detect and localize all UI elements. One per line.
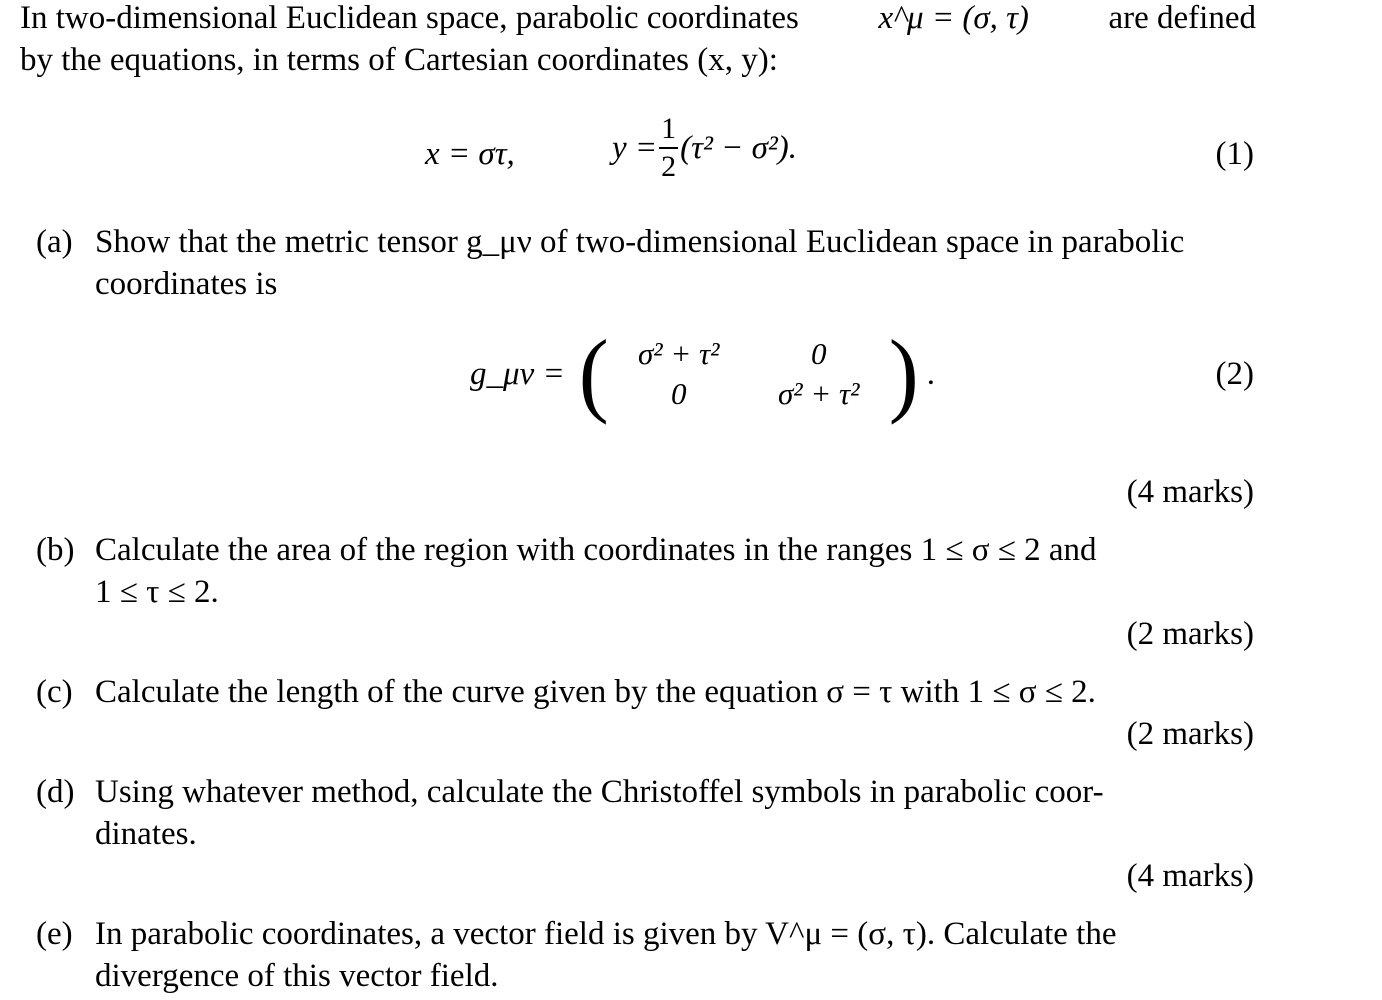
eq1-frac-num: 1: [661, 112, 677, 145]
part-b-line-1: Calculate the area of the region with coordinates in the ranges 1 ≤ σ ≤ 2 and: [95, 532, 1097, 568]
right-paren: ): [888, 321, 919, 426]
part-b-marks: (2 marks): [1126, 616, 1254, 652]
matrix-cell-11: σ² + τ²: [638, 335, 720, 371]
part-a-marks: (4 marks): [1126, 474, 1254, 510]
intro-line-1: [20, 2, 1256, 35]
part-a-line-1: Show that the metric tensor g_μν of two-dimensional Euclidean space in parabolic: [95, 224, 1185, 260]
metric-matrix: [609, 337, 889, 411]
intro-math: x^μ = (σ, τ): [878, 0, 1029, 36]
part-d-line-1: Using whatever method, calculate the Christoffel symbols in parabolic coor-: [95, 774, 1104, 810]
intro-text-a: In two-dimensional Euclidean space, parabolic coordinates: [20, 0, 799, 36]
part-a-label: (a): [36, 224, 73, 260]
eq1-frac-bar: [659, 147, 678, 149]
eq1-frac-den: 2: [661, 150, 677, 183]
part-c-marks: (2 marks): [1126, 716, 1254, 752]
eq2-matrix-equation: [470, 321, 935, 426]
intro-text-b: are defined: [1108, 0, 1256, 36]
part-c-label: (c): [36, 674, 73, 710]
matrix-cell-12: 0: [810, 335, 827, 371]
eq1-number: (1): [1215, 136, 1254, 172]
part-e-line-1: In parabolic coordinates, a vector field is given by V^μ = (σ, τ). Calculate the: [95, 916, 1117, 952]
eq1-y: [612, 114, 797, 182]
part-d-marks: (4 marks): [1126, 858, 1254, 894]
part-c-line-1: Calculate the length of the curve given by the equation σ = τ with 1 ≤ σ ≤ 2.: [95, 674, 1096, 710]
eq1-y-rhs: (τ² − σ²).: [680, 129, 798, 166]
eq2-lhs: g_μν =: [470, 355, 565, 392]
eq1-x: x = στ,: [425, 136, 515, 172]
eq2-number: (2): [1215, 356, 1254, 392]
matrix-cell-21: 0: [670, 376, 687, 411]
intro-line-2: by the equations, in terms of Cartesian coordinates (x, y):: [20, 42, 778, 78]
eq1-fraction: [659, 114, 678, 182]
part-e-line-2: divergence of this vector field.: [95, 958, 499, 994]
part-d-label: (d): [36, 774, 75, 810]
part-a-line-2: coordinates is: [95, 266, 278, 302]
part-d-line-2: dinates.: [95, 816, 197, 852]
eq2-period: .: [926, 355, 935, 392]
part-e-label: (e): [36, 916, 73, 952]
left-paren: (: [578, 321, 609, 426]
eq1-y-lhs: y =: [612, 129, 658, 166]
matrix-cell-22: σ² + τ²: [778, 376, 860, 411]
part-b-label: (b): [36, 532, 75, 568]
part-b-line-2: 1 ≤ τ ≤ 2.: [95, 574, 219, 610]
